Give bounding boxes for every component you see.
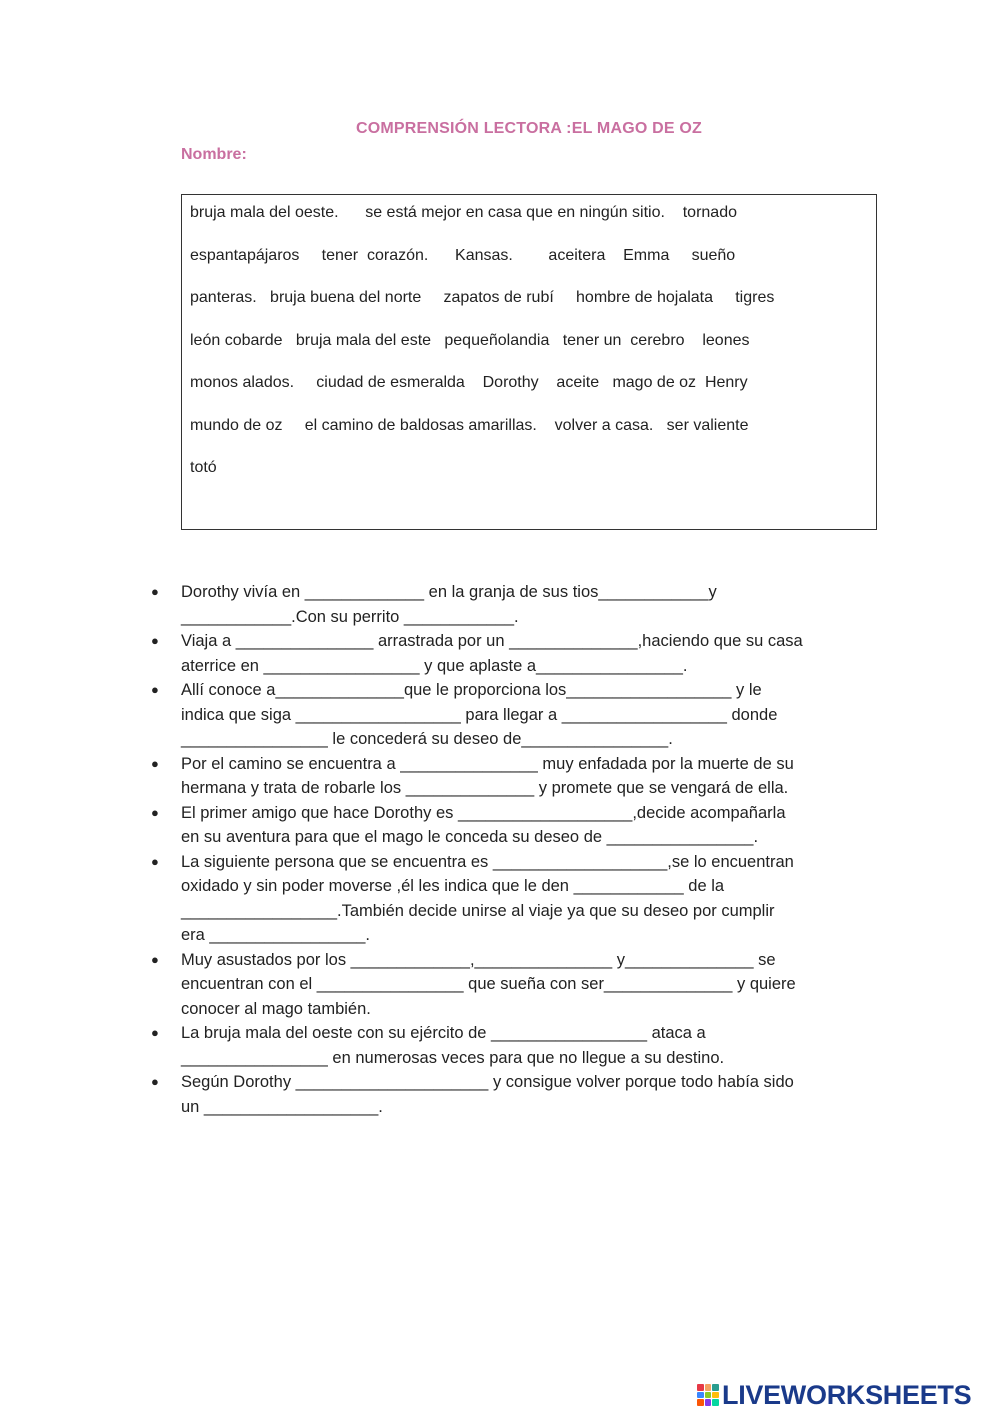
logo-text: LIVEWORKSHEETS xyxy=(722,1379,972,1410)
question-line: ____________.Con su perrito ____________. xyxy=(181,607,519,626)
name-label: Nombre: xyxy=(181,146,247,163)
question-line: indica que siga __________________ para llegar a __________________ donde xyxy=(181,705,778,724)
question-item xyxy=(150,678,890,752)
word-bank-line: león cobarde bruja mala del este pequeñolandia tener un cerebro leones xyxy=(190,332,750,349)
word-bank-line: espantapájaros tener corazón. Kansas. aceitera Emma sueño xyxy=(190,247,736,264)
question-item xyxy=(150,629,890,678)
word-bank-line: mundo de oz el camino de baldosas amarillas. volver a casa. ser valiente xyxy=(190,417,749,434)
word-bank-line: totó xyxy=(190,459,217,476)
bullet-icon: ● xyxy=(151,1074,159,1089)
bullet-icon: ● xyxy=(151,853,159,869)
logo-square xyxy=(712,1399,719,1406)
question-line: El primer amigo que hace Dorothy es ___________________,decide acompañarla xyxy=(181,803,786,822)
question-line: ________________ en numerosas veces para que no llegue a su destino. xyxy=(181,1048,725,1067)
bullet-icon: ● xyxy=(151,755,159,771)
bullet-icon: ● xyxy=(151,633,159,648)
bullet-icon: ● xyxy=(151,1025,159,1040)
question-line: encuentran con el ________________ que sueña con ser______________ y quiere xyxy=(181,975,796,993)
question-line: hermana y trata de robarle los ______________ y promete que se vengará de ella. xyxy=(181,779,789,797)
question-line: Allí conoce a______________que le proporciona los__________________ y le xyxy=(181,681,762,699)
logo-square xyxy=(705,1392,712,1399)
question-line: era _________________. xyxy=(181,926,371,944)
bullet-icon: ● xyxy=(151,951,159,967)
question-line: La bruja mala del oeste con su ejército de _________________ ataca a xyxy=(181,1024,706,1042)
liveworksheets-logo[interactable] xyxy=(697,1380,971,1410)
question-line: Viaja a _______________ arrastrada por un ______________,haciendo que su casa xyxy=(181,632,803,650)
question-item xyxy=(150,1070,890,1119)
bullet-icon: ● xyxy=(151,682,159,697)
bullet-icon: ● xyxy=(151,584,159,599)
question-line: aterrice en _________________ y que aplaste a________________. xyxy=(181,656,688,675)
bullet-icon: ● xyxy=(151,804,159,820)
word-bank-line: monos alados. ciudad de esmeralda Dorothy aceite mago de oz Henry xyxy=(190,374,748,391)
logo-grid-icon xyxy=(697,1384,719,1406)
logo-square xyxy=(712,1384,719,1391)
question-line: La siguiente persona que se encuentra es ___________________,se lo encuentran xyxy=(181,852,794,871)
question-line: _________________.También decide unirse al viaje ya que su deseo por cumplir xyxy=(181,901,775,920)
word-bank-box xyxy=(181,194,877,530)
question-line: en su aventura para que el mago le conceda su deseo de ________________. xyxy=(181,828,759,846)
question-line: Dorothy vivía en _____________ en la granja de sus tios____________y xyxy=(181,583,717,601)
question-line: Por el camino se encuentra a _______________ muy enfadada por la muerte de su xyxy=(181,754,794,773)
question-item xyxy=(150,1021,890,1070)
question-item xyxy=(150,752,890,801)
question-line: un ___________________. xyxy=(181,1097,383,1116)
question-item xyxy=(150,580,890,629)
question-line: conocer al mago también. xyxy=(181,999,371,1018)
question-line: oxidado y sin poder moverse ,él les indica que le den ____________ de la xyxy=(181,877,725,895)
question-list xyxy=(150,580,890,1119)
question-line: ________________ le concederá su deseo de________________. xyxy=(181,730,673,748)
logo-square xyxy=(705,1399,712,1406)
word-bank-line: panteras. bruja buena del norte zapatos de rubí hombre de hojalata tigres xyxy=(190,289,775,306)
logo-square xyxy=(705,1384,712,1391)
word-bank-line: bruja mala del oeste. se está mejor en casa que en ningún sitio. tornado xyxy=(190,204,737,221)
question-line: Muy asustados por los _____________,_______________ y______________ se xyxy=(181,950,776,969)
logo-square xyxy=(712,1392,719,1399)
question-line: Según Dorothy _____________________ y consigue volver porque todo había sido xyxy=(181,1073,794,1091)
question-item xyxy=(150,850,890,948)
worksheet-title: COMPRENSIÓN LECTORA :EL MAGO DE OZ xyxy=(355,120,703,137)
question-item xyxy=(150,801,890,850)
question-item xyxy=(150,948,890,1022)
logo-square xyxy=(697,1384,704,1391)
logo-square xyxy=(697,1399,704,1406)
logo-square xyxy=(697,1392,704,1399)
